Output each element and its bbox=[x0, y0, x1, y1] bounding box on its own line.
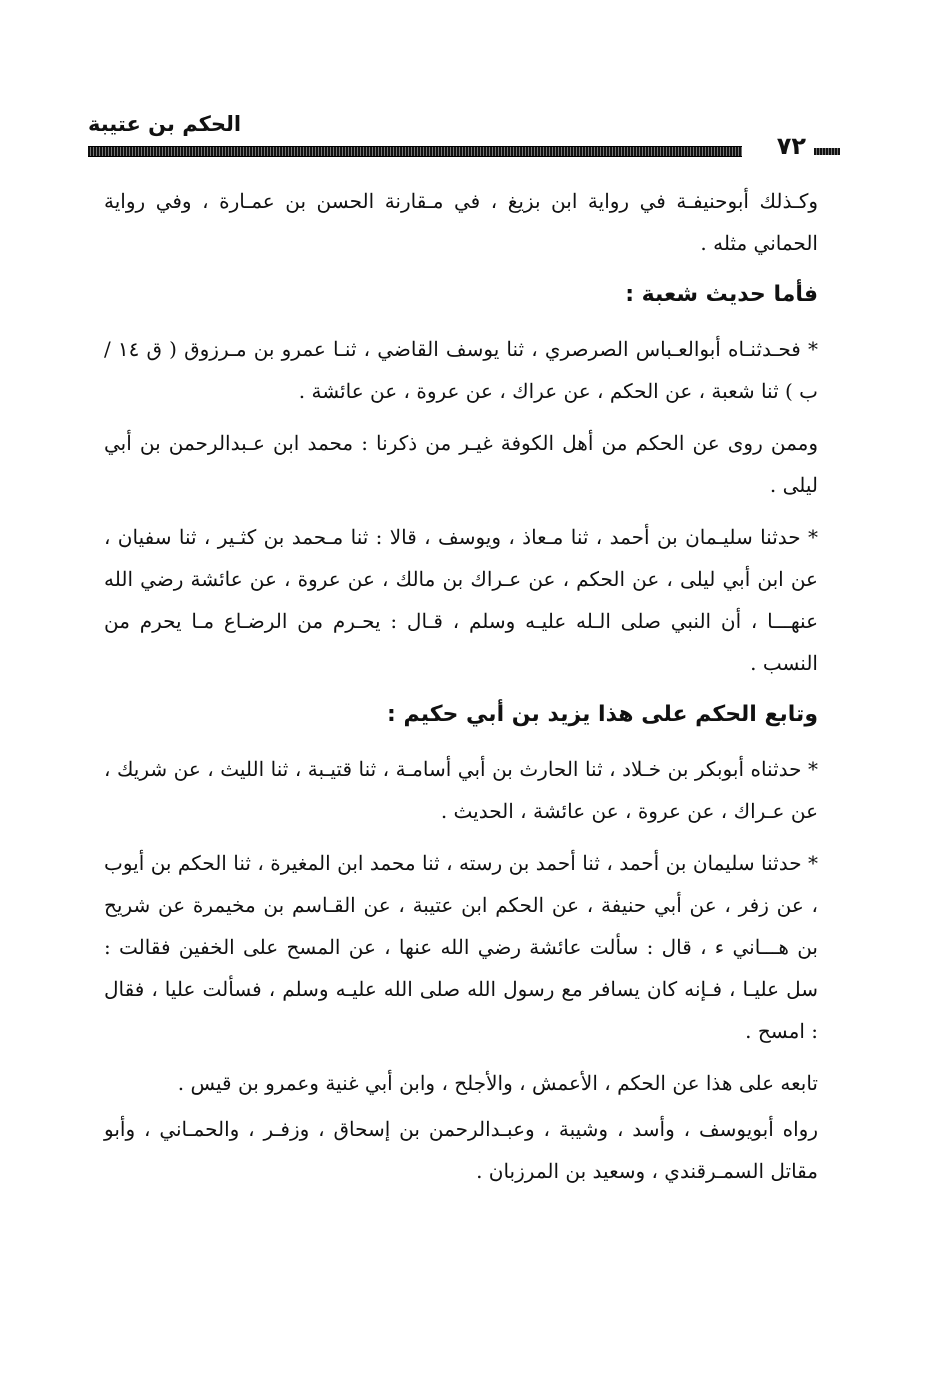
paragraph-7: تابعه على هذا عن الحكم ، الأعمش ، والأجلح ، وابن أبي غنية وعمرو بن قيس . bbox=[177, 1071, 818, 1095]
paragraph-4: * حدثنا سليـمان بن أحمد ، ثنا مـعاذ ، ويوسف ، قالا : ثنا مـحمد بن كثـير ، ثنا سفيان ، عن ابن أبي ليلى ، عن الحكم ، عن عـراك بن مالك ، عن عروة ، عن عائشة رضي الله عنهـــا ، أن النبي صلى الـله عليـه وسلم ، قـال : يحـرم من الرضـاع مـا يحرم من النسب . bbox=[104, 525, 818, 675]
paragraph-5: * حدثناه أبوبكر بن خـلاد ، ثنا الحارث بن أبي أسامـة ، ثنا قتيـبة ، ثنا الليث ، عن شريك ، عن عـراك ، عن عروة ، عن عائشة ، الحديث . bbox=[104, 757, 818, 823]
header-rule bbox=[88, 146, 742, 157]
paragraph-1: وكـذلك أبوحنيفـة في رواية ابن بزيغ ، في مـقارنة الحسن بن عمـارة ، وفي رواية الحماني مثله . bbox=[104, 189, 818, 255]
section-heading-shuba: فأما حديث شعبة : bbox=[625, 282, 818, 307]
paragraph-3: وممن روى عن الحكم من أهل الكوفة غيـر من ذكرنا : محمد ابن عـبدالرحمن بن أبي ليلى . bbox=[104, 431, 818, 497]
paragraph-2: * فحـدثنـاه أبوالعـباس الصرصري ، ثنا يوسف القاضي ، ثنـا عمرو بن مـرزوق ( ق ١٤ / ب ) ثنا شعبة ، عن الحكم ، عن عراك ، عن عروة ، عن عائشة . bbox=[104, 337, 818, 403]
running-header bbox=[88, 112, 840, 162]
paragraph-6: * حدثنا سليمان بن أحمد ، ثنا أحمد بن رسته ، ثنا محمد ابن المغيرة ، ثنا الحكم بن أيوب ، عن زفر ، عن أبي حنيفة ، عن الحكم ابن عتيبة ، عن القـاسم بن مخيمرة عن شريح بن هـــاني ء ، قال : سألت عائشة رضي الله عنها ، عن المسح على الخفين فقالت : سل عليـا ، فـإنه كان يسافر مع رسول الله صلى الله عليـه وسلم ، فسألت عليا ، فقال : امسح . bbox=[104, 851, 818, 1043]
paragraph-8: رواه أبويوسف ، وأسد ، وشيبة ، وعبـدالرحمن بن إسحاق ، وزفـر ، والحمـاني ، وأبو مقاتل السمـرقندي ، وسعيد بن المرزبان . bbox=[104, 1117, 818, 1183]
page-body bbox=[104, 180, 818, 1202]
header-title: الحكم بن عتيبة bbox=[88, 112, 242, 136]
header-rule-end bbox=[814, 148, 840, 155]
page-number: ٧٢ bbox=[776, 132, 806, 160]
section-heading-yazid: وتابع الحكم على هذا يزيد بن أبي حكيم : bbox=[387, 702, 818, 727]
